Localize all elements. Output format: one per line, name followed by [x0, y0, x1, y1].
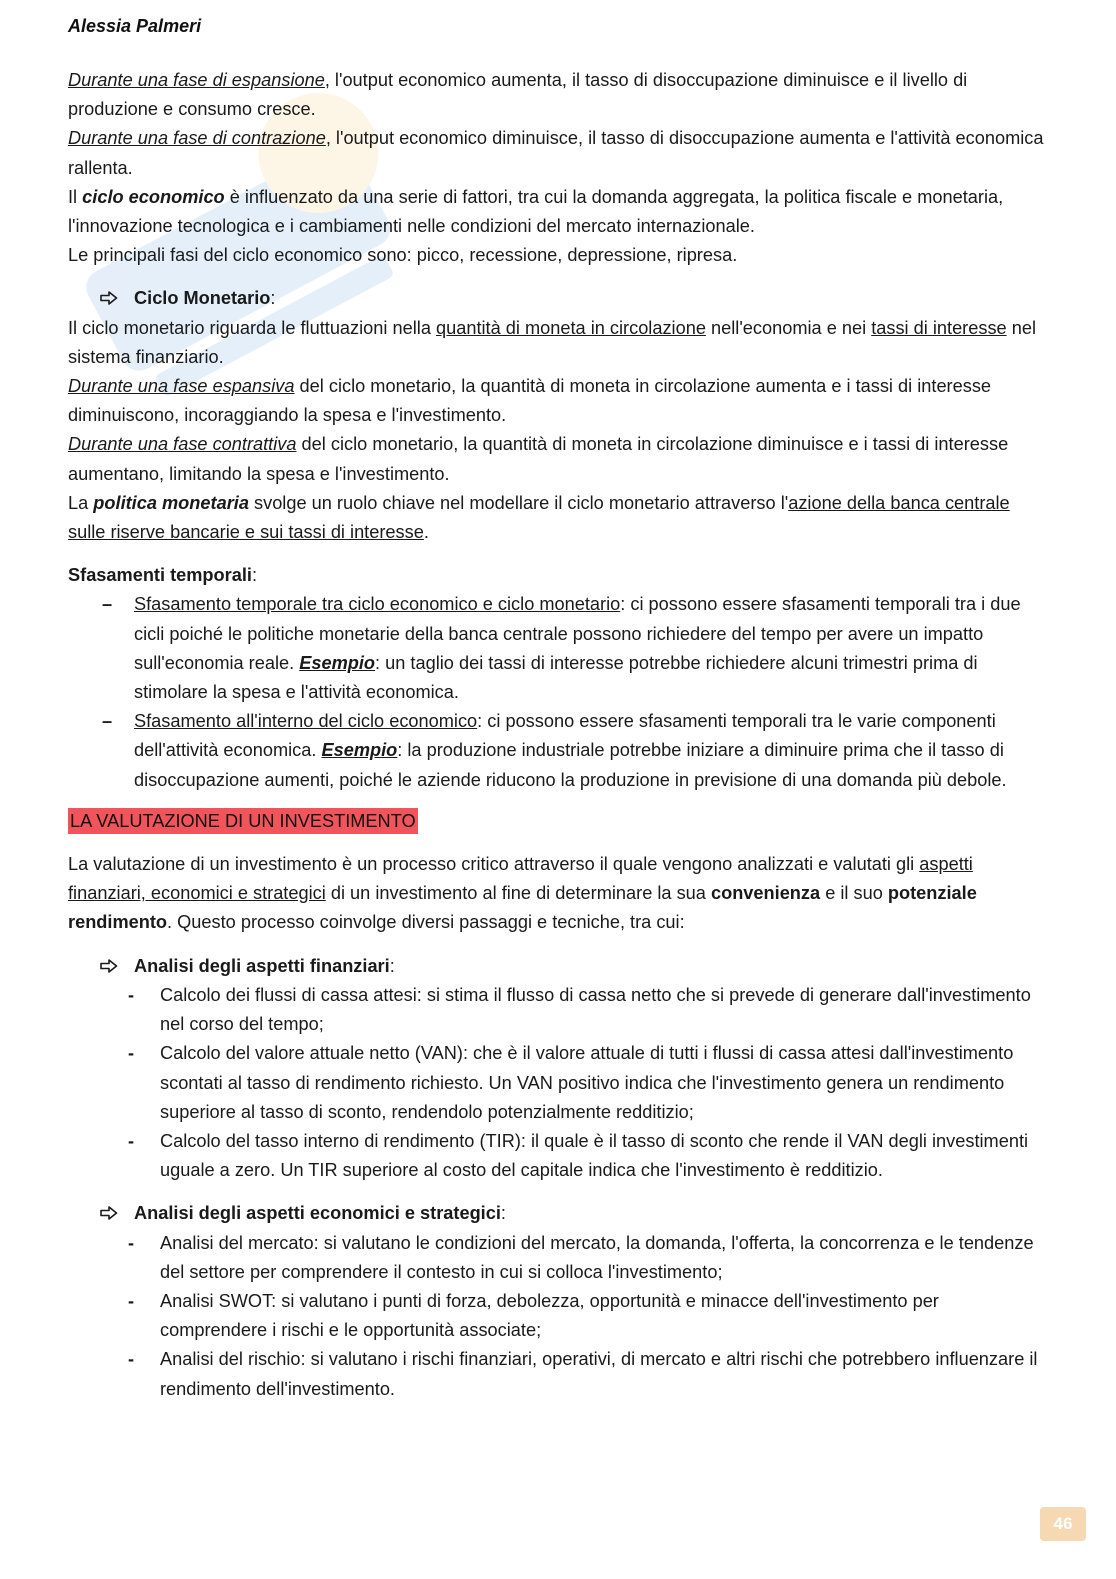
list-item-strategic-2: - Analisi SWOT: si valutano i punti di forza, debolezza, opportunità e minacce dell'investimento per comprendere i rischi e le opportunità associate; [128, 1290, 939, 1341]
list-item-lag-1: – Sfasamento temporale tra ciclo economico e ciclo monetario: ci possono essere sfasamenti temporali tra i due cicli poiché le politiche monetarie della banca centrale possono richiedere del tempo per avere un impatto sull'economia reale. Esempio: un taglio dei tassi di interesse potrebbe richiedere alcuni trimestri prima di stimolare la spesa e l'attività economica. [102, 594, 1021, 703]
expansion-link: Durante una fase di espansione [68, 70, 325, 90]
heading-ciclo-monetario: Ciclo Monetario: [100, 284, 1048, 313]
section-title-investimento: LA VALUTAZIONE DI UN INVESTIMENTO [68, 808, 418, 834]
list-item-financial-3: - Calcolo del tasso interno di rendimento (TIR): il quale è il tasso di sconto che rende il VAN degli investimenti uguale a zero. Un TIR superiore al costo del capitale indica che l'investimento è redditizio. [128, 1130, 1029, 1181]
paragraph-expansion: Durante una fase di espansione, l'output economico aumenta, il tasso di disoccupazione diminuisce e il livello di produzione e consumo cresce. [68, 70, 968, 120]
list-item-strategic-3: - Analisi del rischio: si valutano i rischi finanziari, operativi, di mercato e altri rischi che potrebbero influenzare il rendimento dell'investimento. [128, 1349, 1038, 1399]
paragraph-monetary-expansive: Durante una fase espansiva del ciclo monetario, la quantità di moneta in circolazione aumenta e i tassi di interesse diminuiscono, incoraggiando la spesa e l'investimento. [68, 376, 992, 426]
list-item-lag-2: – Sfasamento all'interno del ciclo economico: ci possono essere sfasamenti temporali tra le varie componenti dell'attività economica. Esempio: la produzione industriale potrebbe iniziare a diminuire prima che il tasso di disoccupazione aumenti, poiché le aziende riducono la produzione in previsione di una domanda più debole. [102, 711, 1007, 790]
arrow-right-icon [100, 284, 134, 305]
main-content [68, 66, 1048, 1404]
list-item-strategic-1: - Analisi del mercato: si valutano le condizioni del mercato, la domanda, l'offerta, la concorrenza e le tendenze del settore per comprendere il contesto in cui si colloca l'investimento; [128, 1232, 1034, 1282]
arrow-right-icon [100, 952, 134, 973]
list-item-financial-2: - Calcolo del valore attuale netto (VAN): che è il valore attuale di tutti i flussi di cassa attesi dall'investimento scontati al tasso di rendimento richiesto. Un VAN positivo indica che l'investimento genera un rendimento superiore al tasso di sconto, rendendolo potenzialmente redditizio; [128, 1043, 1014, 1122]
header-author: Alessia Palmeri [68, 16, 202, 36]
paragraph-monetary-def: Il ciclo monetario riguarda le fluttuazioni nella quantità di moneta in circolazione nell'economia e nei tassi di interesse nel sistema finanziario. [68, 317, 1036, 367]
paragraph-contraction: Durante una fase di contrazione, l'output economico diminuisce, il tasso di disoccupazione aumenta e l'attività economica rallenta. [68, 128, 1044, 178]
heading-sfasamenti: Sfasamenti temporali: [68, 565, 258, 586]
paragraph-investment-intro: La valutazione di un investimento è un processo critico attraverso il quale vengono analizzati e valutati gli aspetti finanziari, economici e strategici di un investimento al fine di determinare la sua convenienza e il suo potenziale rendimento. Questo processo coinvolge diversi passaggi e tecniche, tra cui: [68, 854, 977, 933]
paragraph-monetary-policy: La politica monetaria svolge un ruolo chiave nel modellare il ciclo monetario attraverso l'azione della banca centrale sulle riserve bancarie e sui tassi di interesse. [68, 492, 1010, 543]
list-item-financial-1: - Calcolo dei flussi di cassa attesi: si stima il flusso di cassa netto che si prevede di generare dall'investimento nel corso del tempo; [128, 984, 1031, 1035]
heading-financial: Analisi degli aspetti finanziari: [100, 952, 1048, 981]
paragraph-monetary-contractive: Durante una fase contrattiva del ciclo monetario, la quantità di moneta in circolazione diminuisce e i tassi di interesse aumentano, limitando la spesa e l'investimento. [68, 434, 1009, 484]
contraction-link: Durante una fase di contrazione [68, 128, 326, 149]
arrow-right-icon [100, 1199, 134, 1220]
paragraph-cycle: Il ciclo economico è influenzato da una serie di fattori, tra cui la domanda aggregata, la politica fiscale e monetaria, l'innovazione tecnologica e i cambiamenti nelle condizioni del mercato internazionale. [68, 186, 1004, 237]
page-number: 46 [1040, 1507, 1086, 1541]
heading-strategic: Analisi degli aspetti economici e strategici: [100, 1199, 1048, 1228]
term-ciclo-economico: ciclo economico [82, 186, 225, 207]
paragraph-phases: Le principali fasi del ciclo economico sono: picco, recessione, depressione, ripresa. [68, 245, 738, 266]
